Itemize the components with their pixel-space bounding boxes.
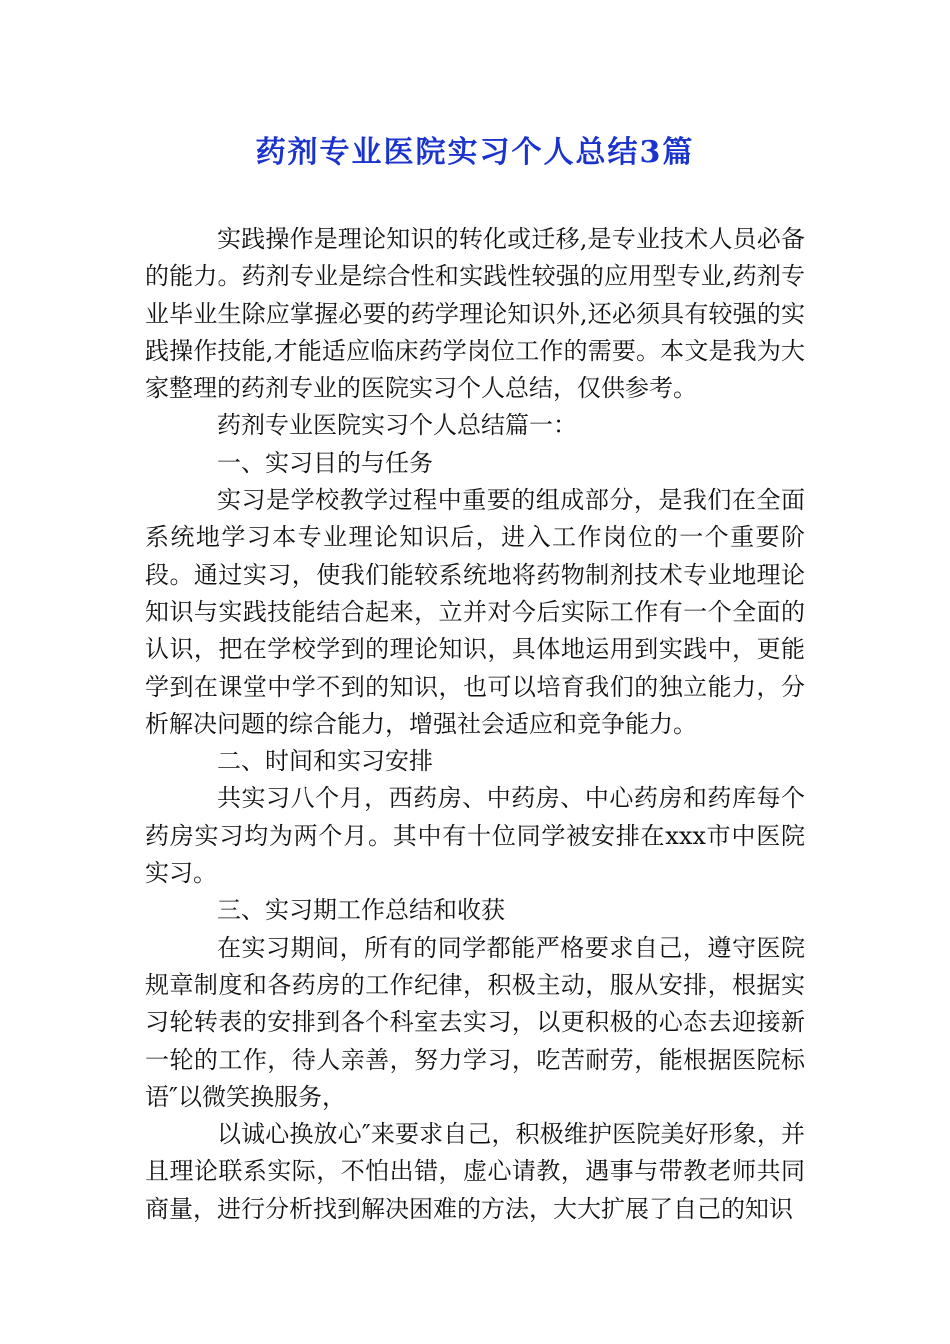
section-heading-summary: 三、实习期工作总结和收获	[217, 896, 505, 925]
section-heading-goals: 一、实习目的与任务	[217, 448, 433, 477]
paragraph-part-one-heading: 药剂专业医院实习个人总结篇一：	[217, 411, 577, 440]
paragraph-intro: 实践操作是理论知识的转化或迁移,是专业技术人员必备的能力。药剂专业是综合性和实践性较强的应用型专业,药剂专业毕业生除应掌握必要的药学理论知识外,还必须具有较强的实践操作技能,才能适应临床药学岗位工作的需要。本文是我为大家整理的药剂专业的医院实习个人总结，仅供参考。	[145, 225, 805, 403]
paragraph-goals: 实习是学校教学过程中重要的组成部分，是我们在全面系统地学习本专业理论知识后，进入工作岗位的一个重要阶段。通过实习，使我们能较系统地将药物制剂技术专业地理论知识与实践技能结合起来，立并对今后实际工作有一个全面的认识，把在学校学到的理论知识，具体地运用到实践中，更能学到在课堂中学不到的知识，也可以培育我们的独立能力，分析解决问题的综合能力，增强社会适应和竞争能力。	[145, 486, 805, 738]
paragraph-schedule: 共实习八个月，西药房、中药房、中心药房和药库每个药房实习均为两个月。其中有十位同学被安排在xxx市中医院实习。	[145, 784, 805, 888]
document-body	[145, 221, 805, 1228]
paragraph-continuation: 以诚心换放心″来要求自己，积极维护医院美好形象，并且理论联系实际，不怕出错，虚心请教，遇事与带教老师共同商量，进行分析找到解决困难的方法，大大扩展了自己的知识	[145, 1120, 805, 1223]
paragraph-summary: 在实习期间，所有的同学都能严格要求自己，遵守医院规章制度和各药房的工作纪律，积极主动，服从安排，根据实习轮转表的安排到各个科室去实习，以更积极的心态去迎接新一轮的工作，待人亲善，努力学习，吃苦耐劳，能根据医院标语″以微笑换服务，	[145, 933, 805, 1111]
document-title: 药剂专业医院实习个人总结3篇	[255, 135, 695, 170]
section-heading-schedule: 二、时间和实习安排	[217, 747, 433, 776]
